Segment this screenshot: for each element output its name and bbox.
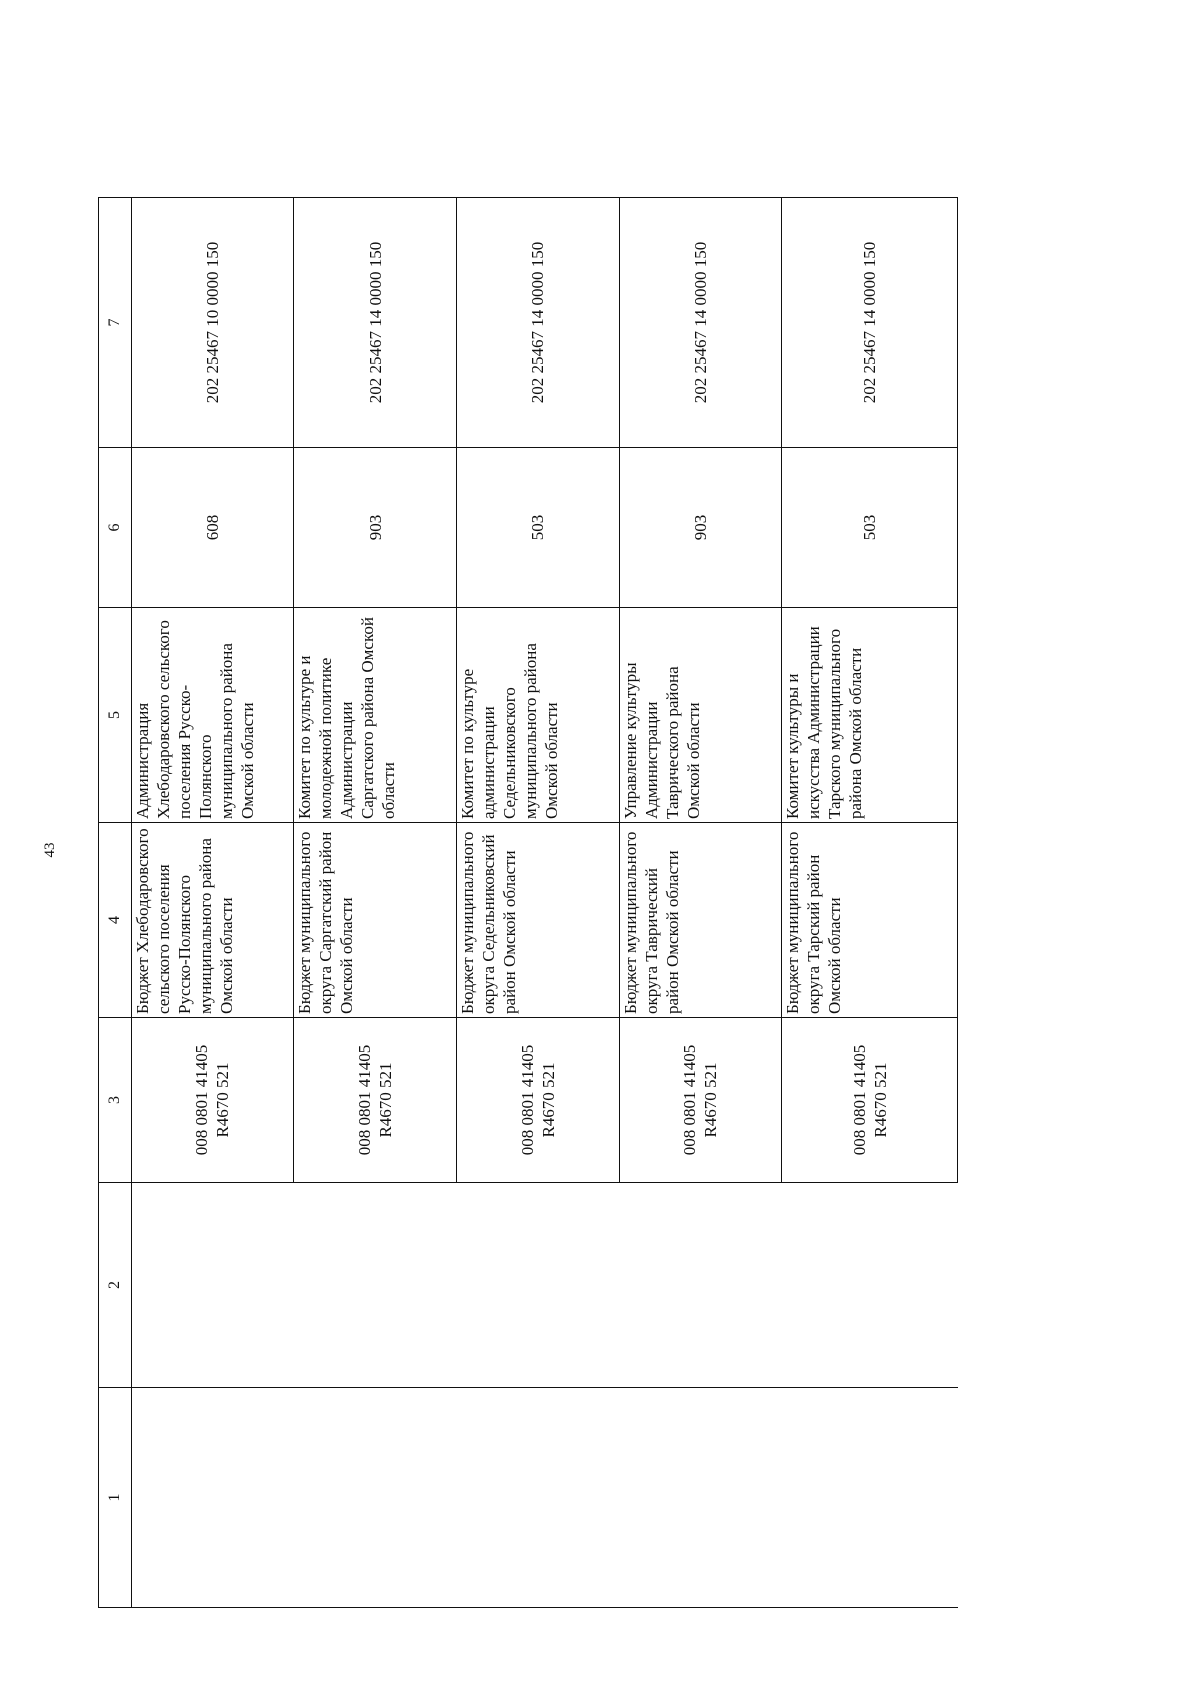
revenue-code-cell: 202 25467 10 0000 150 (131, 198, 294, 448)
revenue-code-cell: 202 25467 14 0000 150 (294, 198, 457, 448)
classification-code-cell: 008 0801 41405 R4670 521 (782, 1018, 958, 1183)
budget-name-cell: Бюджет Хлебодаровского сельского поселения Русско-Полянского муниципального района Омской области (131, 823, 294, 1018)
administrator-cell: Комитет культуры и искусства Администрации Тарского муниципального района Омской области (782, 608, 958, 823)
administrator-code-cell: 503 (782, 448, 958, 608)
administrator-cell: Комитет по культуре и молодежной политике Администрации Саргатского района Омской области (294, 608, 457, 823)
budget-name-cell: Бюджет муниципального округа Таврический район Омской области (619, 823, 782, 1018)
budget-table (98, 197, 958, 1608)
header-col-3: 3 (99, 1018, 132, 1183)
header-col-1: 1 (99, 1388, 132, 1608)
revenue-code-cell: 202 25467 14 0000 150 (782, 198, 958, 448)
classification-code-cell: 008 0801 41405 R4670 521 (294, 1018, 457, 1183)
header-col-6: 6 (99, 448, 132, 608)
header-col-4: 4 (99, 823, 132, 1018)
administrator-code-cell: 608 (131, 448, 294, 608)
header-row (99, 198, 132, 1608)
revenue-code-cell: 202 25467 14 0000 150 (619, 198, 782, 448)
administrator-code-cell: 903 (619, 448, 782, 608)
administrator-cell: Управление культуры Администрации Таврического района Омской области (619, 608, 782, 823)
budget-name-cell: Бюджет муниципального округа Саргатский район Омской области (294, 823, 457, 1018)
page-number: 43 (42, 842, 58, 858)
classification-code-cell: 008 0801 41405 R4670 521 (619, 1018, 782, 1183)
administrator-cell: Администрация Хлебодаровского сельского поселения Русско-Полянского муниципального района Омской области (131, 608, 294, 823)
budget-name-cell: Бюджет муниципального округа Тарский район Омской области (782, 823, 958, 1018)
header-col-5: 5 (99, 608, 132, 823)
header-col-7: 7 (99, 198, 132, 448)
administrator-cell: Комитет по культуре администрации Седельниковского муниципального района Омской области (456, 608, 619, 823)
classification-code-cell: 008 0801 41405 R4670 521 (456, 1018, 619, 1183)
revenue-code-cell: 202 25467 14 0000 150 (456, 198, 619, 448)
table-row (131, 198, 294, 1608)
col-1-empty-cell (131, 1388, 957, 1608)
budget-name-cell: Бюджет муниципального округа Седельниковский район Омской области (456, 823, 619, 1018)
col-2-empty-cell (131, 1183, 957, 1388)
header-col-2: 2 (99, 1183, 132, 1388)
administrator-code-cell: 503 (456, 448, 619, 608)
administrator-code-cell: 903 (294, 448, 457, 608)
document-table-rotated (98, 198, 958, 1608)
classification-code-cell: 008 0801 41405 R4670 521 (131, 1018, 294, 1183)
